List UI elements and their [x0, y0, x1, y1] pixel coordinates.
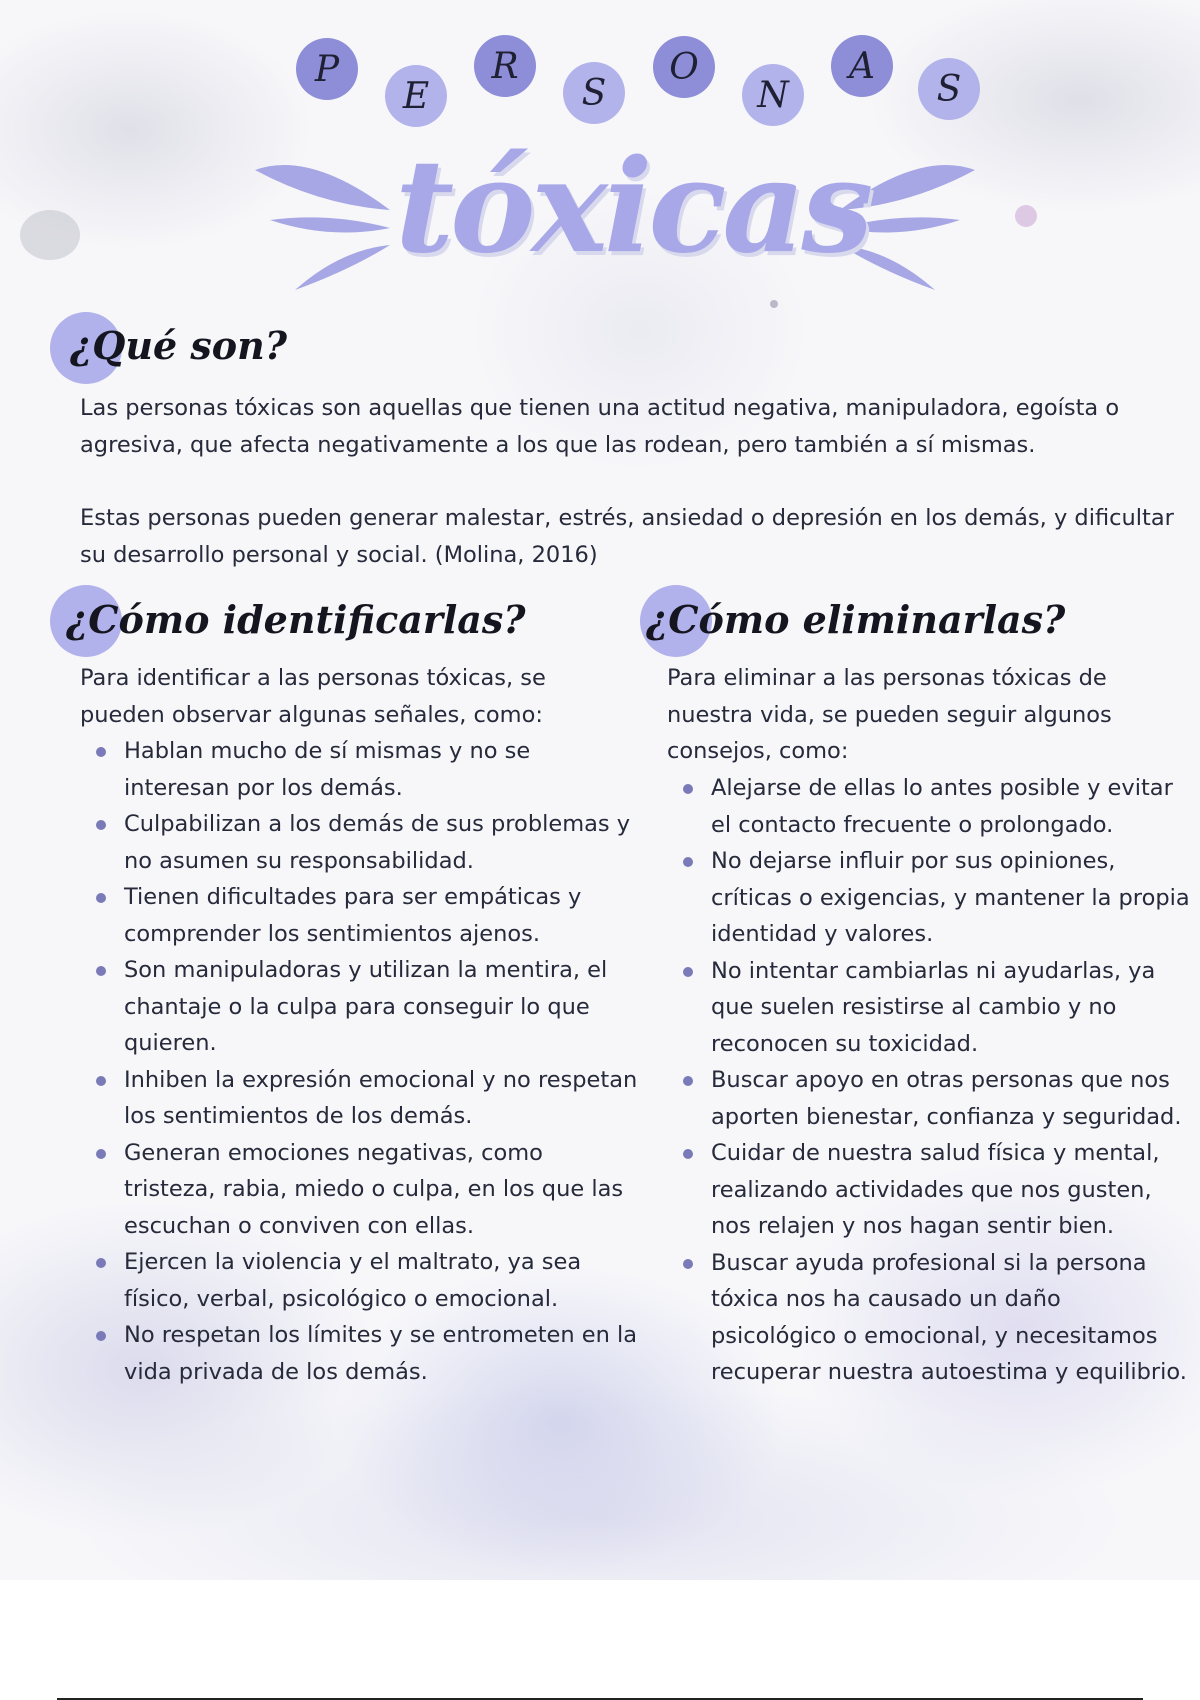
- title-letter-bubble: [831, 35, 893, 97]
- bullet-dot: [96, 1149, 106, 1159]
- title-letter-bubble: [653, 36, 715, 98]
- left-splash-icon: [250, 140, 400, 300]
- bullet-dot: [683, 1259, 693, 1269]
- list-item: Culpabilizan a los demás de sus problemas y no asumen su responsabilidad.: [80, 806, 640, 879]
- intro-paragraph: Las personas tóxicas son aquellas que tienen una actitud negativa, manipuladora, egoísta o agresiva, que afecta negativamente a los que las rodean, pero también a sí mismas.: [80, 395, 1120, 458]
- list-item: Son manipuladoras y utilizan la mentira, el chantaje o la culpa para conseguir lo que quieren.: [80, 952, 640, 1062]
- bullet-dot: [683, 1076, 693, 1086]
- section-heading-identificarlas: ¿Cómo identificarlas?: [66, 597, 526, 642]
- page-title: tóxicas: [395, 132, 870, 282]
- title-letter: O: [669, 46, 699, 88]
- identify-intro: Para identificar a las personas tóxicas, se pueden observar algunas señales, como:: [80, 665, 546, 728]
- title-letter-bubble: [918, 58, 980, 120]
- title-letter-bubble: [296, 38, 358, 100]
- title-letter-bubble: [474, 35, 536, 97]
- list-item: Inhiben la expresión emocional y no respetan los sentimientos de los demás.: [80, 1062, 640, 1135]
- title-letter: N: [757, 74, 789, 116]
- title-letter-bubble: [385, 65, 447, 127]
- section-heading-que-son: ¿Qué son?: [70, 323, 288, 368]
- title-letter: P: [314, 48, 340, 90]
- list-item: Buscar ayuda profesional si la persona tóxica nos ha causado un daño psicológico o emocional, y necesitamos recuperar nuestra autoestima y equilibrio.: [667, 1245, 1192, 1391]
- bullet-dot: [96, 747, 106, 757]
- bullet-dot: [96, 893, 106, 903]
- list-item: Alejarse de ellas lo antes posible y evitar el contacto frecuente o prolongado.: [667, 770, 1192, 843]
- list-item: Cuidar de nuestra salud física y mental, realizando actividades que nos gusten, nos relajen y nos hagan sentir bien.: [667, 1135, 1192, 1245]
- title-letter: R: [491, 45, 519, 87]
- bullet-dot: [96, 820, 106, 830]
- title-letter-bubble: [742, 64, 804, 126]
- list-item: Hablan mucho de sí mismas y no se interesan por los demás.: [80, 733, 640, 806]
- bullet-dot: [683, 1149, 693, 1159]
- eliminate-list: [667, 770, 1192, 1391]
- bullet-dot: [683, 857, 693, 867]
- list-item: Ejercen la violencia y el maltrato, ya sea físico, verbal, psicológico o emocional.: [80, 1244, 640, 1317]
- list-item: Tienen dificultades para ser empáticas y comprender los sentimientos ajenos.: [80, 879, 640, 952]
- bullet-dot: [683, 967, 693, 977]
- title-letter-bubble: [563, 62, 625, 124]
- list-item: No respetan los límites y se entrometen en la vida privada de los demás.: [80, 1317, 640, 1390]
- title-letter: S: [581, 72, 607, 114]
- list-item: Generan emociones negativas, como tristeza, rabia, miedo o culpa, en los que las escuchan o conviven con ellas.: [80, 1135, 640, 1245]
- bullet-dot: [683, 784, 693, 794]
- list-item: No dejarse influir por sus opiniones, críticas o exigencias, y mantener la propia identidad y valores.: [667, 843, 1192, 953]
- bullet-dot: [96, 1331, 106, 1341]
- title-letter: A: [849, 45, 875, 87]
- section-heading-eliminarlas: ¿Cómo eliminarlas?: [646, 597, 1066, 642]
- bullet-dot: [96, 1258, 106, 1268]
- bullet-dot: [96, 1076, 106, 1086]
- identify-list: [80, 733, 640, 1390]
- intro-paragraph: Estas personas pueden generar malestar, estrés, ansiedad o depresión en los demás, y dificultar su desarrollo personal y social. (Molina, 2016): [80, 505, 1174, 568]
- bullet-dot: [96, 966, 106, 976]
- list-item: Buscar apoyo en otras personas que nos aporten bienestar, confianza y seguridad.: [667, 1062, 1192, 1135]
- eliminate-intro: Para eliminar a las personas tóxicas de nuestra vida, se pueden seguir algunos consejos, como:: [667, 665, 1112, 764]
- list-item: No intentar cambiarlas ni ayudarlas, ya que suelen resistirse al cambio y no reconocen su toxicidad.: [667, 953, 1192, 1063]
- title-letter: E: [402, 75, 430, 117]
- title-letter: S: [936, 68, 962, 110]
